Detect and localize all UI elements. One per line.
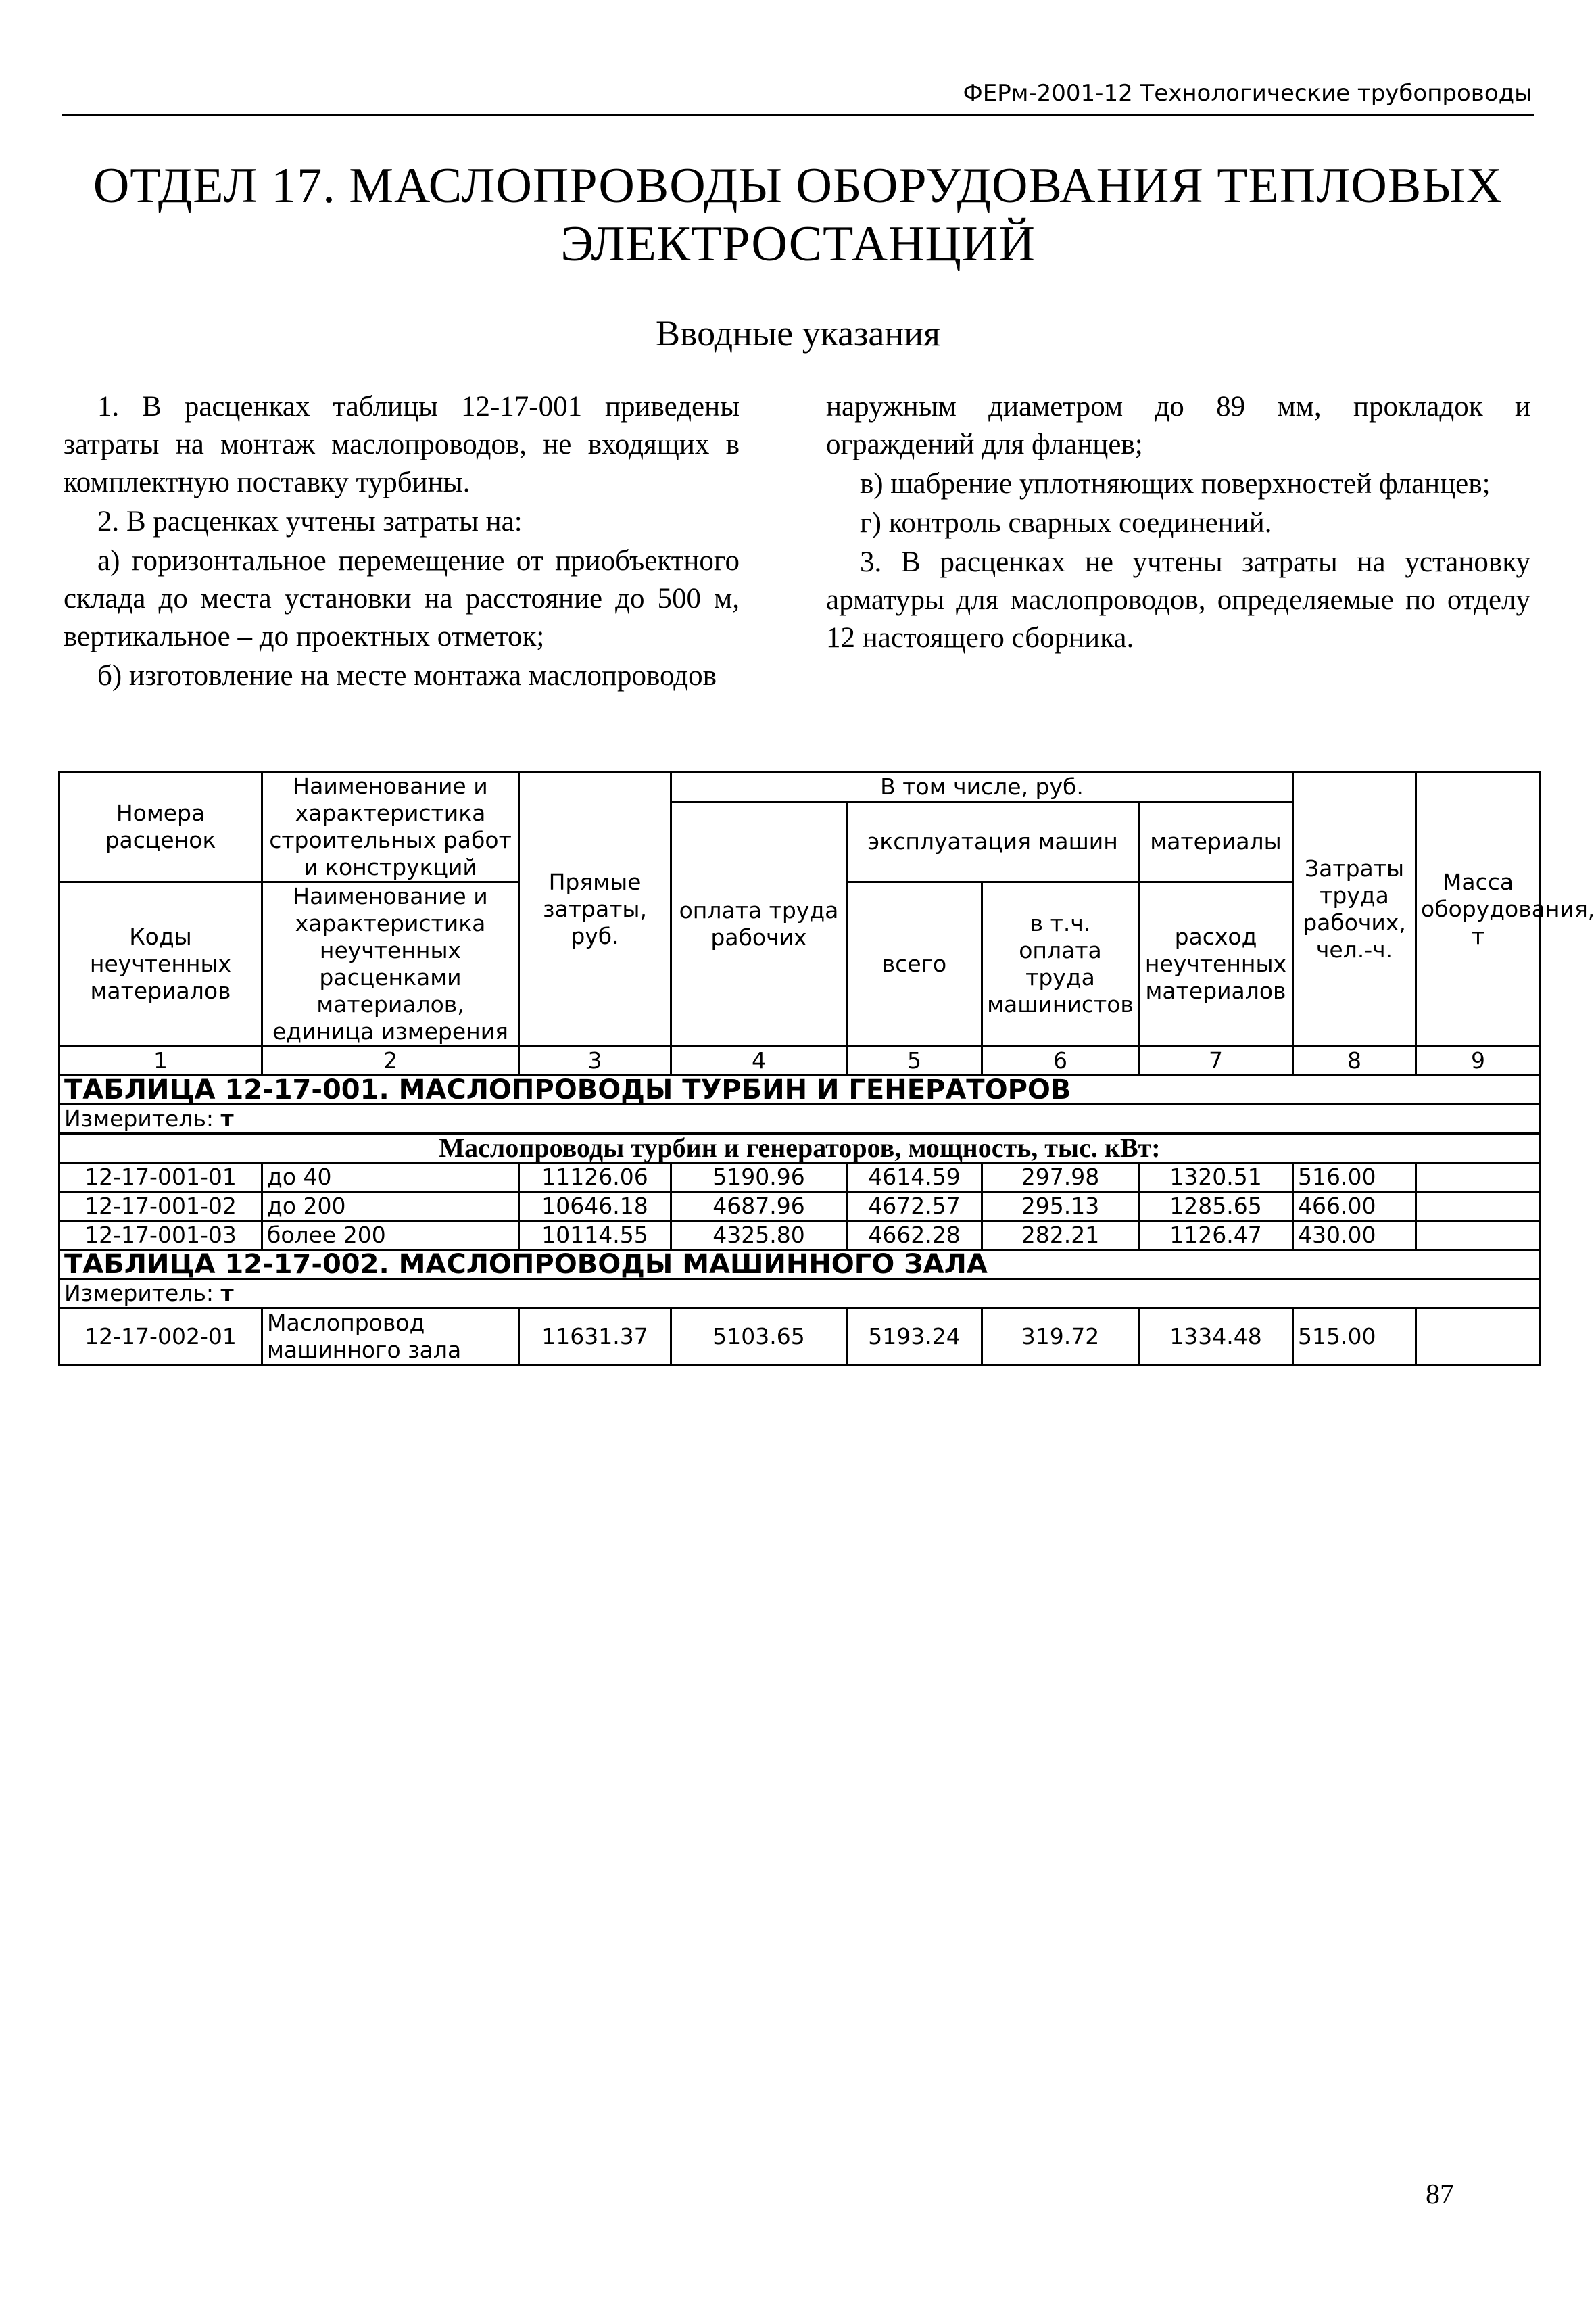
machinists-pay: 295.13 [982,1192,1139,1221]
intro-paragraph: г) контроль сварных соединений. [860,507,1272,539]
direct-costs: 11126.06 [519,1163,671,1192]
table-title-row [59,1076,1541,1105]
header-material-codes: Коды неучтенных материалов [59,882,262,1047]
column-number: 8 [1293,1047,1416,1076]
machines-total: 5193.24 [847,1308,982,1365]
direct-costs: 10114.55 [519,1221,671,1250]
equipment-mass [1416,1308,1541,1365]
header-row [59,772,1541,802]
materials: 1334.48 [1139,1308,1293,1365]
rate-name: более 200 [262,1221,519,1250]
rate-code: 12-17-001-01 [59,1163,262,1192]
column-number: 1 [59,1047,262,1076]
unit-value: т [220,1105,234,1132]
intro-paragraph: 1. В расценках таблицы 12-17-001 приведены затраты на монтаж маслопроводов, не входящих в комплектную поставку турбины. [64,391,740,498]
direct-costs: 11631.37 [519,1308,671,1365]
table-unit [59,1279,1541,1308]
rate-code: 12-17-001-02 [59,1192,262,1221]
header-labor-hours: Затраты труда рабочих, чел.-ч. [1293,772,1416,1047]
header-direct-costs: Прямые затраты, руб. [519,772,671,1047]
table-title: ТАБЛИЦА 12-17-002. МАСЛОПРОВОДЫ МАШИННОГО ЗАЛА [59,1250,1541,1279]
labor-pay: 4325.80 [671,1221,847,1250]
intro-right-column [826,388,1530,659]
equipment-mass [1416,1163,1541,1192]
machines-total: 4614.59 [847,1163,982,1192]
equipment-mass [1416,1192,1541,1221]
direct-costs: 10646.18 [519,1192,671,1221]
header-equipment-mass: Масса оборудования, т [1416,772,1541,1047]
table-title-row [59,1250,1541,1279]
labor-pay: 5103.65 [671,1308,847,1365]
labor-hours: 466.00 [1293,1192,1416,1221]
column-number: 7 [1139,1047,1293,1076]
rates-table [58,771,1595,1366]
rate-name: до 40 [262,1163,519,1192]
rate-code: 12-17-001-03 [59,1221,262,1250]
table-row [59,1163,1541,1192]
column-number: 3 [519,1047,671,1076]
column-number: 6 [982,1047,1139,1076]
group-heading: Маслопроводы турбин и генераторов, мощность, тыс. кВт: [59,1134,1541,1163]
section-title [81,157,1515,273]
intro-heading: Вводные указания [655,313,941,354]
rates-table-wrapper [58,771,1595,1366]
header-rule [62,114,1534,116]
header-machines-total: всего [847,882,982,1047]
rate-name: Маслопровод машинного зала [262,1308,519,1365]
header-machines: эксплуатация машин [847,802,1139,882]
intro-paragraph: а) горизонтальное перемещение от приобъектного склада до места установки на расстояние до 500 м, вертикальное – до проектных отметок; [64,545,740,652]
machines-total: 4662.28 [847,1221,982,1250]
table-row [59,1221,1541,1250]
materials: 1320.51 [1139,1163,1293,1192]
column-number: 4 [671,1047,847,1076]
header-material-consumption: расход неучтенных материалов [1139,882,1293,1047]
machines-total: 4672.57 [847,1192,982,1221]
header-material-name: Наименование и характеристика неучтенных расценками материалов, единица измерения [262,882,519,1047]
header-machinists-pay: в т.ч. оплата труда машинистов [982,882,1139,1047]
table-unit-row [59,1279,1541,1308]
header-labor-pay: оплата труда рабочих [671,802,847,1047]
page-number: 87 [1426,2179,1454,2210]
labor-hours: 430.00 [1293,1221,1416,1250]
section-title-line-2: ЭЛЕКТРОСТАНЦИЙ [560,216,1036,272]
header-rate-number: Номера расценок [59,772,262,882]
machinists-pay: 297.98 [982,1163,1139,1192]
labor-pay: 4687.96 [671,1192,847,1221]
labor-hours: 516.00 [1293,1163,1416,1192]
equipment-mass [1416,1221,1541,1250]
header-including: В том числе, руб. [671,772,1293,802]
labor-pay: 5190.96 [671,1163,847,1192]
intro-paragraph: наружным диаметром до 89 мм, прокладок и ограждений для фланцев; [826,391,1530,460]
intro-left-column [64,388,740,696]
intro-paragraph: в) шабрение уплотняющих поверхностей фланцев; [860,468,1491,500]
machinists-pay: 282.21 [982,1221,1139,1250]
intro-paragraph: б) изготовление на месте монтажа маслопроводов [97,660,717,692]
header-work-name: Наименование и характеристика строительных работ и конструкций [262,772,519,882]
machinists-pay: 319.72 [982,1308,1139,1365]
materials: 1126.47 [1139,1221,1293,1250]
group-row [59,1134,1541,1163]
materials: 1285.65 [1139,1192,1293,1221]
unit-label: Измеритель: [64,1105,214,1132]
table-row [59,1192,1541,1221]
unit-label: Измеритель: [64,1280,214,1306]
section-title-line-1: ОТДЕЛ 17. МАСЛОПРОВОДЫ ОБОРУДОВАНИЯ ТЕПЛОВЫХ [93,158,1503,214]
column-number: 9 [1416,1047,1541,1076]
labor-hours: 515.00 [1293,1308,1416,1365]
column-number-row [59,1047,1541,1076]
rate-name: до 200 [262,1192,519,1221]
table-unit-row [59,1105,1541,1134]
header-materials: материалы [1139,802,1293,882]
running-header: ФЕРм-2001-12 Технологические трубопроводы [963,80,1532,107]
column-number: 2 [262,1047,519,1076]
intro-paragraph: 3. В расценках не учтены затраты на установку арматуры для маслопроводов, определяемые по отделу 12 настоящего сборника. [826,546,1530,654]
column-number: 5 [847,1047,982,1076]
intro-paragraph: 2. В расценках учтены затраты на: [97,506,523,538]
table-unit [59,1105,1541,1134]
table-title: ТАБЛИЦА 12-17-001. МАСЛОПРОВОДЫ ТУРБИН И ГЕНЕРАТОРОВ [59,1076,1541,1105]
table-row [59,1308,1541,1365]
rate-code: 12-17-002-01 [59,1308,262,1365]
unit-value: т [220,1280,234,1306]
